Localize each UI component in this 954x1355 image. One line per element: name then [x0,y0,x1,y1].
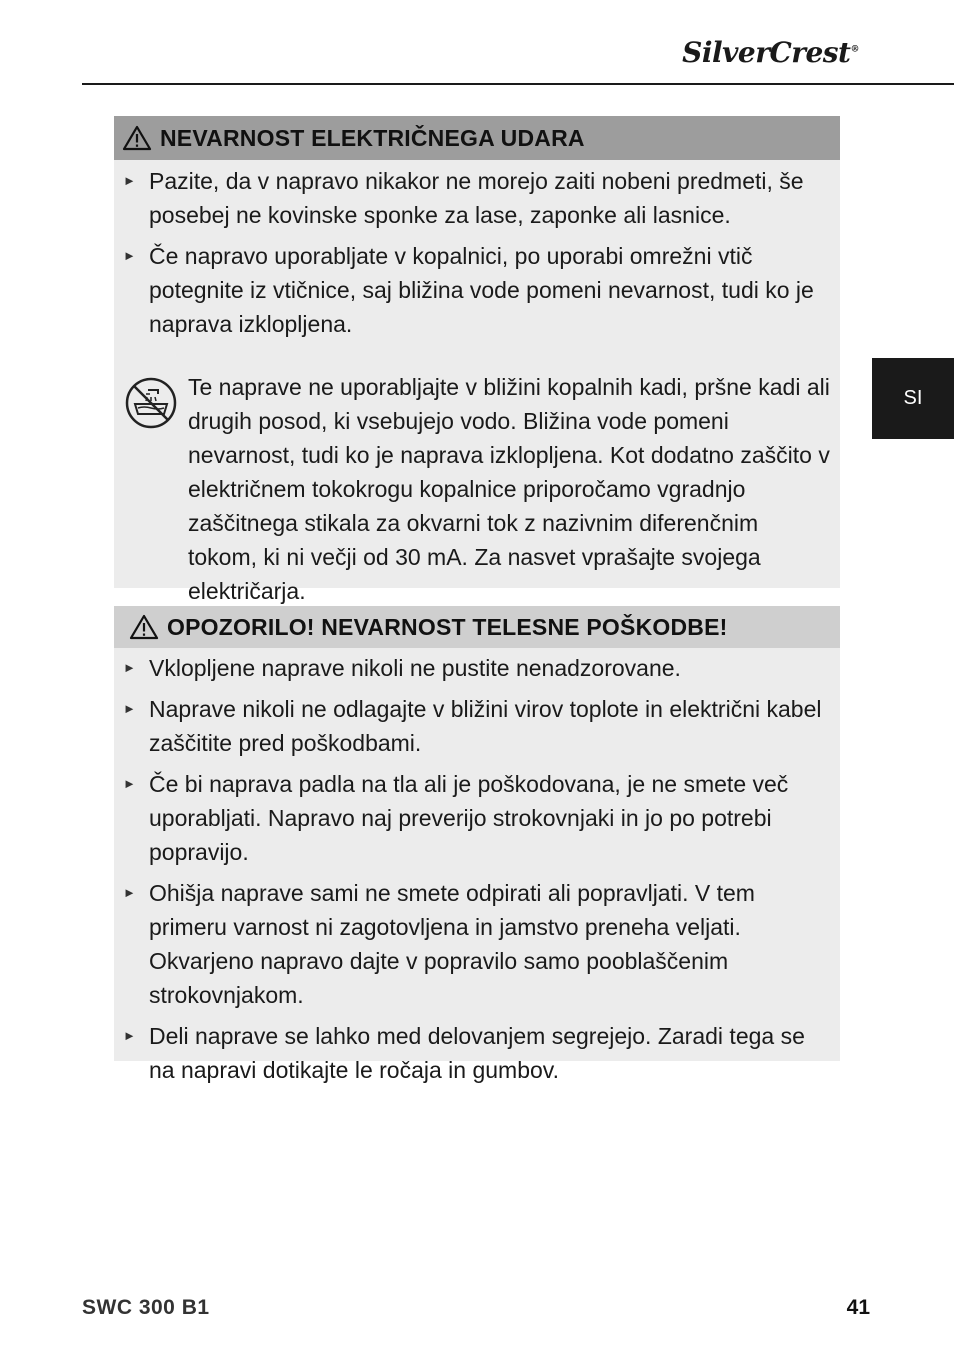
list-item-text: Če bi naprava padla na tla ali je poškodovana, je ne smete več uporabljati. Napravo naj preverijo strokovnjaki in jo po potrebi popravijo. [149,771,789,865]
electric-shock-warning-panel [114,116,840,604]
section-title: OPOZORILO! NEVARNOST TELESNE POŠKODBE! [167,613,728,640]
brand-logo [682,36,859,69]
language-tab-label: SI [903,387,923,409]
warning-triangle-icon [129,614,159,640]
footer-model-number: SWC 300 B1 [82,1296,210,1319]
bullet-arrow-icon: ► [123,660,136,675]
list-item [114,164,840,232]
section-title: NEVARNOST ELEKTRIČNEGA UDARA [160,124,585,151]
bathtub-note [114,370,840,608]
list-item-text: Ohišja naprave sami ne smete odpirati ali popravljati. V tem primeru varnost ni zagotovljena in jamstvo preneha veljati. Okvarjeno napravo dajte v popravilo samo pooblaščenim strokovnjakom. [149,880,755,1008]
list-item [114,767,840,869]
warning-list [114,160,840,341]
list-item [114,692,840,760]
injury-warning-panel [114,606,840,1083]
bullet-arrow-icon: ► [123,1028,136,1043]
section-heading [114,606,840,648]
warning-list [114,648,840,1087]
bullet-arrow-icon: ► [123,701,136,716]
bullet-arrow-icon: ► [123,885,136,900]
warning-triangle-icon [122,125,152,151]
list-item [114,876,840,1012]
bullet-arrow-icon: ► [123,776,136,791]
list-item [114,239,840,341]
list-item-text: Vklopljene naprave nikoli ne pustite nenadzorovane. [149,655,681,681]
language-tab [872,358,954,439]
list-item [114,651,840,685]
no-use-near-bathtub-icon [124,376,178,430]
bullet-arrow-icon: ► [123,248,136,263]
bullet-arrow-icon: ► [123,173,136,188]
brand-logo-text: SilverCrest [682,36,851,69]
list-item-text: Če napravo uporabljate v kopalnici, po uporabi omrežni vtič potegnite iz vtičnice, saj bližina vode pomeni nevarnost, tudi ko je naprava izklopljena. [149,243,814,337]
list-item-text: Deli naprave se lahko med delovanjem segrejejo. Zaradi tega se na napravi dotikajte le ročaja in gumbov. [149,1023,805,1083]
bathtub-note-text: Te naprave ne uporabljajte v bližini kopalnih kadi, pršne kadi ali drugih posod, ki vsebujejo vodo. Bližina vode pomeni nevarnost, tudi ko je naprava izklopljena. Kot dodatno zaščito v električnem tokokrogu kopalnice priporočamo vgradnjo zaščitnega stikala za okvarni tok z nazivnim diferenčnim tokom, ki ni večji od 30 mA. Za nasvet vprašajte svojega električarja. [188,374,830,604]
header-rule [82,83,954,85]
list-item-text: Naprave nikoli ne odlagajte v bližini virov toplote in električni kabel zaščitite pred poškodbami. [149,696,822,756]
section-heading [114,116,840,160]
page-number: 41 [846,1296,870,1319]
list-item-text: Pazite, da v napravo nikakor ne morejo zaiti nobeni predmeti, še posebej ne kovinske sponke za lase, zaponke ali lasnice. [149,168,804,228]
list-item [114,1019,840,1087]
registered-mark: ® [850,44,859,55]
